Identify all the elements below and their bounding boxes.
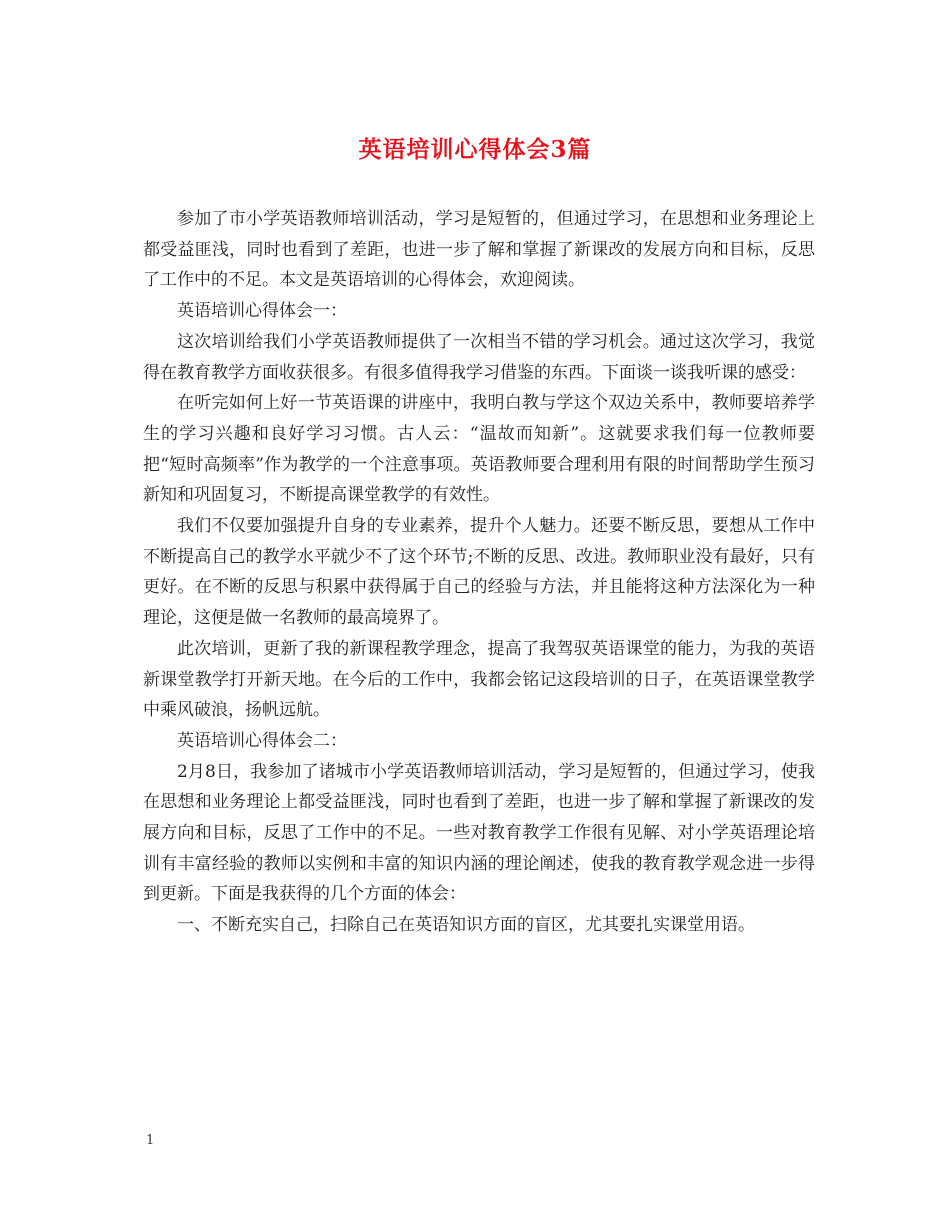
paragraph: 在听完如何上好一节英语课的讲座中，我明白教与学这个双边关系中，教师要培养学生的学习兴趣和良好学习习惯。古人云：“温故而知新”。这就要求我们每一位教师要把“短时高频率”作为教学的一个注意事项。英语教师要合理利用有限的时间帮助学生预习新知和巩固复习，不断提高课堂教学的有效性。 [143,393,815,506]
page-number: 1 [146,1133,155,1148]
section-heading-two: 英语培训心得体会二： [177,730,347,751]
paragraph: 我们不仅要加强提升自身的专业素养，提升个人魅力。还要不断反思，要想从工作中不断提高自己的教学水平就少不了这个环节;不断的反思、改进。教师职业没有最好，只有更好。在不断的反思与积累中获得属于自己的经验与方法，并且能将这种方法深化为一种理论，这便是做一名教师的最高境界了。 [143,516,815,629]
paragraph-intro: 参加了市小学英语教师培训活动，学习是短暂的，但通过学习，在思想和业务理论上都受益匪浅，同时也看到了差距，也进一步了解和掌握了新课改的发展方向和目标，反思了工作中的不足。本文是英语培训的心得体会，欢迎阅读。 [143,209,815,291]
section-heading-one: 英语培训心得体会一： [177,301,347,322]
paragraph: 此次培训，更新了我的新课程教学理念，提高了我驾驭英语课堂的能力，为我的英语新课堂教学打开新天地。在今后的工作中，我都会铭记这段培训的日子，在英语课堂教学中乘风破浪，扬帆远航。 [143,638,815,721]
document-title: 英语培训心得体会3篇 [358,136,592,163]
paragraph: 2月8日，我参加了诸城市小学英语教师培训活动，学习是短暂的，但通过学习，使我在思想和业务理论上都受益匪浅，同时也看到了差距，也进一步了解和掌握了新课改的发展方向和目标，反思了工作中的不足。一些对教育教学工作很有见解、对小学英语理论培训有丰富经验的教师以实例和丰富的知识内涵的理论阐述，使我的教育教学观念进一步得到更新。下面是我获得的几个方面的体会： [143,761,815,905]
paragraph: 一、不断充实自己，扫除自己在英语知识方面的盲区，尤其要扎实课堂用语。 [177,915,755,936]
document-body [143,204,815,941]
paragraph: 这次培训给我们小学英语教师提供了一次相当不错的学习机会。通过这次学习，我觉得在教育教学方面收获很多。有很多值得我学习借鉴的东西。下面谈一谈我听课的感受： [143,331,815,383]
